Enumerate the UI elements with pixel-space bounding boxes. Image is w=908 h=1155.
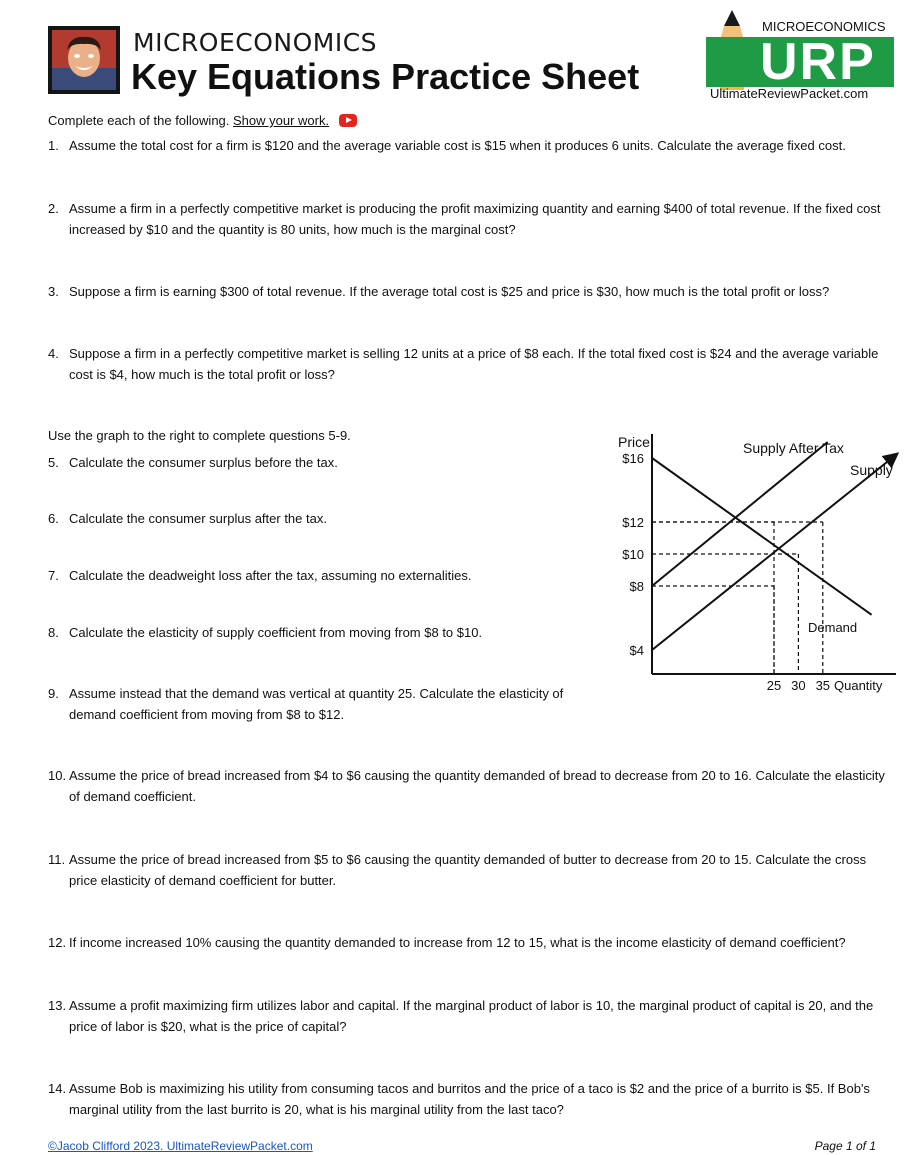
y-tick-label: $12 [622,515,644,530]
question-text: Assume Bob is maximizing his utility from consuming tacos and burritos and the price of a taco is $2 and the price of a burrito is $5. If Bob's marginal utility from the last burrito is 20, what is his marginal utility from the last taco? [69,1081,870,1117]
author-avatar [48,26,120,94]
question-text: Calculate the consumer surplus before the tax. [69,455,338,470]
question-number: 6. [48,511,59,526]
footer-credit-link[interactable]: ©Jacob Clifford 2023. UltimateReviewPacket.com [48,1139,313,1153]
question-6 [48,508,588,529]
question-5 [48,452,588,473]
logo-url: UltimateReviewPacket.com [710,86,869,101]
y-tick-label: $4 [629,643,644,658]
logo-letters: URP [760,33,876,91]
question-text: Assume a profit maximizing firm utilizes labor and capital. If the marginal product of labor is 10, the marginal product of capital is 20, and the price of labor is $20, what is the price of capital? [69,998,874,1034]
question-number: 12. [48,935,67,950]
question-text: Suppose a firm in a perfectly competitive market is selling 12 units at a price of $8 each. If the total fixed cost is $24 and the average variable cost is $4, how much is the total profit or loss? [69,346,879,382]
supply-after-tax-label: Supply After Tax [743,440,844,456]
question-3 [48,281,888,302]
question-text: Calculate the consumer surplus after the tax. [69,511,327,526]
question-number: 11. [48,852,66,867]
page-number: Page 1 of 1 [814,1139,876,1153]
chart-svg [600,420,900,705]
x-axis-label: Quantity [834,678,883,693]
x-tick-label: 35 [815,678,831,693]
instructions-lead: Complete each of the following. [48,113,230,128]
y-tick-label: $16 [622,451,644,466]
instructions [48,110,357,131]
y-tick-label: $8 [629,579,644,594]
question-text: Assume a firm in a perfectly competitive market is producing the profit maximizing quantity and earning $400 of total revenue. If the fixed cost increased by $10 and the quantity is 80 units, how much is the marginal cost? [69,201,881,237]
question-number: 1. [48,138,59,153]
x-tick-label: 25 [766,678,782,693]
question-text: Calculate the deadweight loss after the tax, assuming no externalities. [69,568,472,583]
question-13 [48,995,888,1037]
question-number: 4. [48,346,59,361]
question-text: Assume the price of bread increased from $4 to $6 causing the quantity demanded of bread to decrease from 20 to 16. Calculate the elasticity of demand coefficient. [69,768,885,804]
question-8 [48,622,588,643]
x-tick-label: 30 [791,678,806,693]
question-number: 9. [48,686,59,701]
question-number: 7. [48,568,59,583]
question-text: If income increased 10% causing the quantity demanded to increase from 12 to 15, what is the income elasticity of demand coefficient? [69,935,846,950]
question-2 [48,198,888,240]
demand-curve [652,458,872,615]
question-text: Assume instead that the demand was vertical at quantity 25. Calculate the elasticity of demand coefficient from moving from $8 to $12. [69,686,564,722]
question-text: Assume the total cost for a firm is $120 and the average variable cost is $15 when it produces 6 units. Calculate the average fixed cost. [69,138,846,153]
supply-demand-chart [600,420,900,705]
question-10 [48,765,888,807]
question-number: 13. [48,998,67,1013]
question-7 [48,565,588,586]
header-subject: MICROECONOMICS [133,28,378,57]
question-number: 2. [48,201,59,216]
y-axis-label: Price [618,434,650,450]
question-11 [48,849,888,891]
author-photo [52,30,116,90]
page-title: Key Equations Practice Sheet [131,56,640,97]
question-number: 3. [48,284,59,299]
question-number: 14. [48,1081,67,1096]
question-14 [48,1078,888,1120]
question-text: Calculate the elasticity of supply coefficient from moving from $8 to $10. [69,625,483,640]
question-1 [48,135,888,156]
urp-logo[interactable] [702,10,896,102]
question-9 [48,683,588,725]
youtube-icon[interactable] [339,114,357,127]
graph-instructions: Use the graph to the right to complete questions 5-9. [48,428,351,443]
demand-label: Demand [808,620,858,635]
question-number: 10. [48,768,67,783]
supply-label: Supply [850,462,893,478]
question-number: 8. [48,625,59,640]
question-number: 5. [48,455,59,470]
question-4 [48,343,888,385]
show-your-work-link[interactable]: Show your work. [233,113,330,128]
question-12 [48,932,888,953]
y-tick-label: $10 [622,547,644,562]
question-text: Suppose a firm is earning $300 of total revenue. If the average total cost is $25 and price is $30, how much is the total profit or loss? [69,284,830,299]
logo-top-text: MICROECONOMICS [762,19,886,34]
question-text: Assume the price of bread increased from $5 to $6 causing the quantity demanded of butter to decrease from 20 to 15. Calculate the cross price elasticity of demand coefficient for butter. [69,852,867,888]
